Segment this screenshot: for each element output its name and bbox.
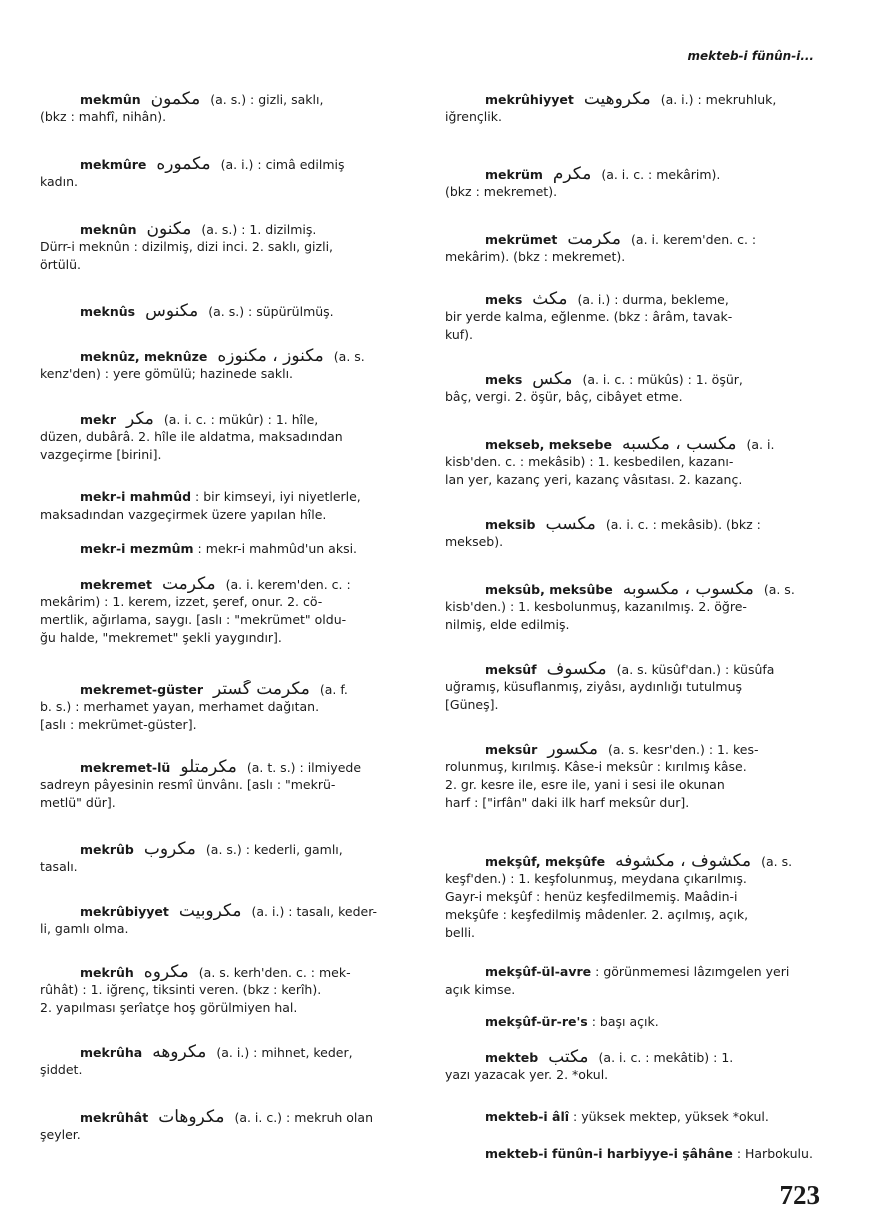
headword: mekşûf-ül-avre [485,964,592,979]
definition-text: (a. i. c. : mükûr) : 1. hîle, [163,412,319,427]
entry-line [40,506,420,524]
entry-line [445,533,821,551]
arabic-script: مکرم [552,165,592,183]
headword: mekrümet [485,232,558,247]
definition-text: harf : ["irfân" daki ilk harf meksûr dur]. [445,795,690,810]
headword: meknûs [80,304,136,319]
arabic-script: مکسور [547,740,598,758]
entry-line [445,248,821,266]
entry-line [445,794,821,812]
definition-text: kuf). [445,327,474,342]
definition-text: şiddet. [40,1062,83,1077]
definition-text: (bkz : mekremet). [445,184,558,199]
headword: mekremet-güster [80,682,204,697]
definition-text: b. s.) : merhamet yayan, merhamet dağıtan. [40,699,320,714]
definition-text: (a. i. kerem'den. c. : [225,577,351,592]
definition-text: : yüksek mektep, yüksek *okul. [573,1109,769,1124]
definition-text: [Güneş]. [445,697,499,712]
entry-line [445,183,821,201]
entry-line [40,1061,420,1079]
entry-line [445,580,821,598]
headword: meks [485,292,523,307]
arabic-script: مکسوف [546,660,607,678]
arabic-script: مکسب [545,515,596,533]
entry-line [40,999,420,1017]
definition-text: 2. yapılması şerîatçe hoş görülmiyen hal. [40,1000,298,1015]
definition-text: (a. s. [333,349,365,364]
arabic-script: مکر [125,410,154,428]
headword: mekr-i mezmûm [80,541,194,556]
definition-text: iğrençlik. [445,109,502,124]
definition-text: keşf'den.) : 1. keşfolunmuş, meydana çıkarılmış. [445,871,747,886]
arabic-script: مکروب [143,840,196,858]
entry-line [40,220,420,238]
definition-text: kisb'den.) : 1. kesbolunmuş, kazanılmış. 2. öğre- [445,599,747,614]
entry-line [40,963,420,981]
definition-text: (a. s.) : gizli, saklı, [210,92,324,107]
definition-text: Dürr-i meknûn : dizilmiş, dizi inci. 2. saklı, gizli, [40,239,334,254]
entry-line [445,888,821,906]
definition-text: belli. [445,925,476,940]
headword: mekseb, meksebe [485,437,612,452]
arabic-script: مکنوس [145,302,199,320]
entry-line [445,906,821,924]
headword: mekşûf-ür-re's [485,1014,588,1029]
entry-line [40,920,420,938]
entry-line [445,1048,821,1066]
entry-line [40,446,420,464]
definition-text: (a. f. [319,682,348,697]
definition-text: (a. s. [763,582,795,597]
entry-line [445,370,821,388]
definition-text: lan yer, kazanç yeri, kazanç vâsıtası. 2. kazanç. [445,472,743,487]
definition-text: (a. i. kerem'den. c. : [631,232,757,247]
arabic-script: مکرمت [161,575,216,593]
arabic-script: مکروه [143,963,189,981]
headword: mekr-i mahmûd [80,489,192,504]
entry-line [445,471,821,489]
definition-text: : mekr-i mahmûd'un aksi. [197,541,358,556]
headword: mekrûha [80,1045,143,1060]
entry-line [445,678,821,696]
arabic-script: مکروبیت [178,902,242,920]
page-number: 723 [779,1180,820,1210]
headword: mekremet-lü [80,760,171,775]
definition-text: (bkz : mahfî, nihân). [40,109,167,124]
entry-line [40,902,420,920]
entry-line [40,428,420,446]
definition-text: (a. i. c. : mükûs) : 1. öşür, [582,372,743,387]
entry-line [445,388,821,406]
definition-text: tasalı. [40,859,78,874]
entry-line [445,852,821,870]
entry-line [445,290,821,308]
entry-line [445,660,821,678]
entry-line [445,616,821,634]
arabic-script: مکروهیت [583,90,651,108]
definition-text: (a. s. kerh'den. c. : mek- [198,965,351,980]
arabic-script: مکرمت [567,230,622,248]
definition-text: (a. i. c. : mekâsib). (bkz : [605,517,761,532]
headword: mekşûf, mekşûfe [485,854,606,869]
definition-text: (a. s. kesr'den.) : 1. kes- [607,742,759,757]
entry-line [40,347,420,365]
entry-line [40,410,420,428]
entry-line [445,1108,821,1126]
entry-line [445,1013,821,1031]
definition-text: (a. i. c. : mekâtib) : 1. [598,1050,734,1065]
headword: meks [485,372,523,387]
arabic-script: مکنون [146,220,192,238]
arabic-script: مکروهات [158,1108,225,1126]
entry-line [40,1126,420,1144]
headword: mekr [80,412,116,427]
arabic-script: مکث [532,290,568,308]
headword: mekteb-i fünûn-i harbiyye-i şâhâne [485,1146,733,1161]
definition-text: (a. s.) : 1. dizilmiş. [201,222,317,237]
entry-line [445,108,821,126]
definition-text: yazı yazacak yer. 2. *okul. [445,1067,609,1082]
entry-line [445,963,821,981]
arabic-script: مکشوف ، مکشوفه [615,852,752,870]
entry-line [40,488,420,506]
entry-line [40,858,420,876]
entry-line [40,593,420,611]
entry-line [40,981,420,999]
definition-text: nilmiş, elde edilmiş. [445,617,570,632]
definition-text: (a. s.) : kederli, gamlı, [205,842,343,857]
definition-text: (a. s. küsûf'dan.) : küsûfa [616,662,775,677]
definition-text: : bir kimseyi, iyi niyetlerle, [195,489,361,504]
definition-text: (a. i.) : mihnet, keder, [216,1045,353,1060]
entry-line [40,365,420,383]
arabic-script: مکسوب ، مکسوبه [622,580,754,598]
definition-text: maksadından vazgeçirmek üzere yapılan hîle. [40,507,327,522]
headword: mekmûn [80,92,141,107]
headword: mekrûhiyyet [485,92,574,107]
entry-line [445,870,821,888]
entry-line [40,698,420,716]
entry-line [40,680,420,698]
definition-text: li, gamlı olma. [40,921,129,936]
definition-text: : Harbokulu. [736,1146,813,1161]
definition-text: metlü" dür]. [40,795,116,810]
arabic-script: مکنوز ، مکنوزه [217,347,324,365]
entry-line [40,611,420,629]
entry-line [445,776,821,794]
definition-text: kisb'den. c. : mekâsib) : 1. kesbedilen, kazanı- [445,454,734,469]
definition-text: : görünmemesi lâzımgelen yeri [595,964,790,979]
entry-line [40,1108,420,1126]
definition-text: bir yerde kalma, eğlenme. (bkz : ârâm, tavak- [445,309,733,324]
entry-line [40,575,420,593]
definition-text: : başı açık. [591,1014,659,1029]
headword: meknûz, meknûze [80,349,208,364]
entry-line [40,776,420,794]
headword: meknûn [80,222,137,237]
definition-text: mekseb). [445,534,504,549]
entry-line [40,108,420,126]
headword: meksûf [485,662,537,677]
entry-line [40,629,420,647]
entry-line [445,1066,821,1084]
arabic-script: مکمون [150,90,201,108]
definition-text: (a. i.) : mekruhluk, [660,92,777,107]
definition-text: mekârim). (bkz : mekremet). [445,249,626,264]
entry-line [445,758,821,776]
definition-text: uğramış, küsuflanmış, ziyâsı, aydınlığı tutulmuş [445,679,743,694]
entry-line [445,90,821,108]
entry-line [40,794,420,812]
entry-line [445,453,821,471]
headword: mekrûhât [80,1110,149,1125]
definition-text: rûhât) : 1. iğrenç, tiksinti veren. (bkz : kerîh). [40,982,322,997]
definition-text: (a. t. s.) : ilmiyede [246,760,362,775]
definition-text: (a. i. c.) : mekruh olan [234,1110,373,1125]
headword: mekrüm [485,167,543,182]
entry-line [445,230,821,248]
entry-line [445,326,821,344]
entry-line [445,981,821,999]
definition-text: vazgeçirme [birini]. [40,447,162,462]
definition-text: (a. i.) : tasalı, keder- [251,904,378,919]
arabic-script: مکروهه [152,1043,207,1061]
entry-line [40,840,420,858]
arabic-script: مکموره [156,155,211,173]
definition-text: düzen, dubârâ. 2. hîle ile aldatma, maksadından [40,429,343,444]
entry-line [445,435,821,453]
definition-text: Gayr-i mekşûf : henüz keşfedilmemiş. Maâdin-i [445,889,738,904]
headword: mekremet [80,577,152,592]
entry-line [445,308,821,326]
definition-text: (a. i.) : cimâ edilmiş [220,157,345,172]
headword: meksûb, meksûbe [485,582,613,597]
running-head: mekteb-i fünûn-i... [687,49,814,63]
arabic-script: مکتب [548,1048,589,1066]
entry-line [445,696,821,714]
entry-line [40,238,420,256]
entry-line [40,540,420,558]
entry-line [445,165,821,183]
entry-line [40,256,420,274]
entry-line [445,924,821,942]
headword: meksûr [485,742,538,757]
definition-text: (a. s.) : süpürülmüş. [208,304,334,319]
definition-text: sadreyn pâyesinin resmî ünvânı. [aslı : "mekrü- [40,777,336,792]
definition-text: rolunmuş, kırılmış. Kâse-i meksûr : kırılmış kâse. [445,759,747,774]
entry-line [40,90,420,108]
entry-line [445,1145,821,1163]
arabic-script: مکس [532,370,573,388]
arabic-script: مکرمتلو [180,758,237,776]
headword: meksib [485,517,536,532]
definition-text: (a. i. c. : mekârim). [601,167,721,182]
entry-line [40,155,420,173]
definition-text: şeyler. [40,1127,81,1142]
definition-text: mekşûfe : keşfedilmiş mâdenler. 2. açılmış, açık, [445,907,749,922]
definition-text: örtülü. [40,257,81,272]
definition-text: açık kimse. [445,982,516,997]
headword: mekrûb [80,842,134,857]
headword: mekteb-i âlî [485,1109,570,1124]
definition-text: [aslı : mekrümet-güster]. [40,717,197,732]
definition-text: bâç, vergi. 2. öşür, bâç, cibâyet etme. [445,389,683,404]
definition-text: kenz'den) : yere gömülü; hazinede saklı. [40,366,294,381]
definition-text: (a. i.) : durma, bekleme, [577,292,729,307]
entry-line [40,1043,420,1061]
entry-line [445,598,821,616]
entry-line [445,515,821,533]
definition-text: ğu halde, "mekremet" şekli yaygındır]. [40,630,282,645]
arabic-script: مکسب ، مکسبه [621,435,737,453]
definition-text: (a. s. [761,854,793,869]
entry-line [40,716,420,734]
headword: mekrûh [80,965,134,980]
definition-text: (a. i. [746,437,775,452]
definition-text: kadın. [40,174,78,189]
definition-text: mertlik, ağırlama, saygı. [aslı : "mekrümet" oldu- [40,612,347,627]
headword: mekrûbiyyet [80,904,169,919]
definition-text: 2. gr. kesre ile, esre ile, yani i sesi ile okunan [445,777,725,792]
arabic-script: مکرمت گستر [213,680,310,698]
definition-text: mekârim) : 1. kerem, izzet, şeref, onur. 2. cö- [40,594,323,609]
entry-line [445,740,821,758]
headword: mekmûre [80,157,147,172]
headword: mekteb [485,1050,539,1065]
entry-line [40,173,420,191]
entry-line [40,302,420,320]
entry-line [40,758,420,776]
